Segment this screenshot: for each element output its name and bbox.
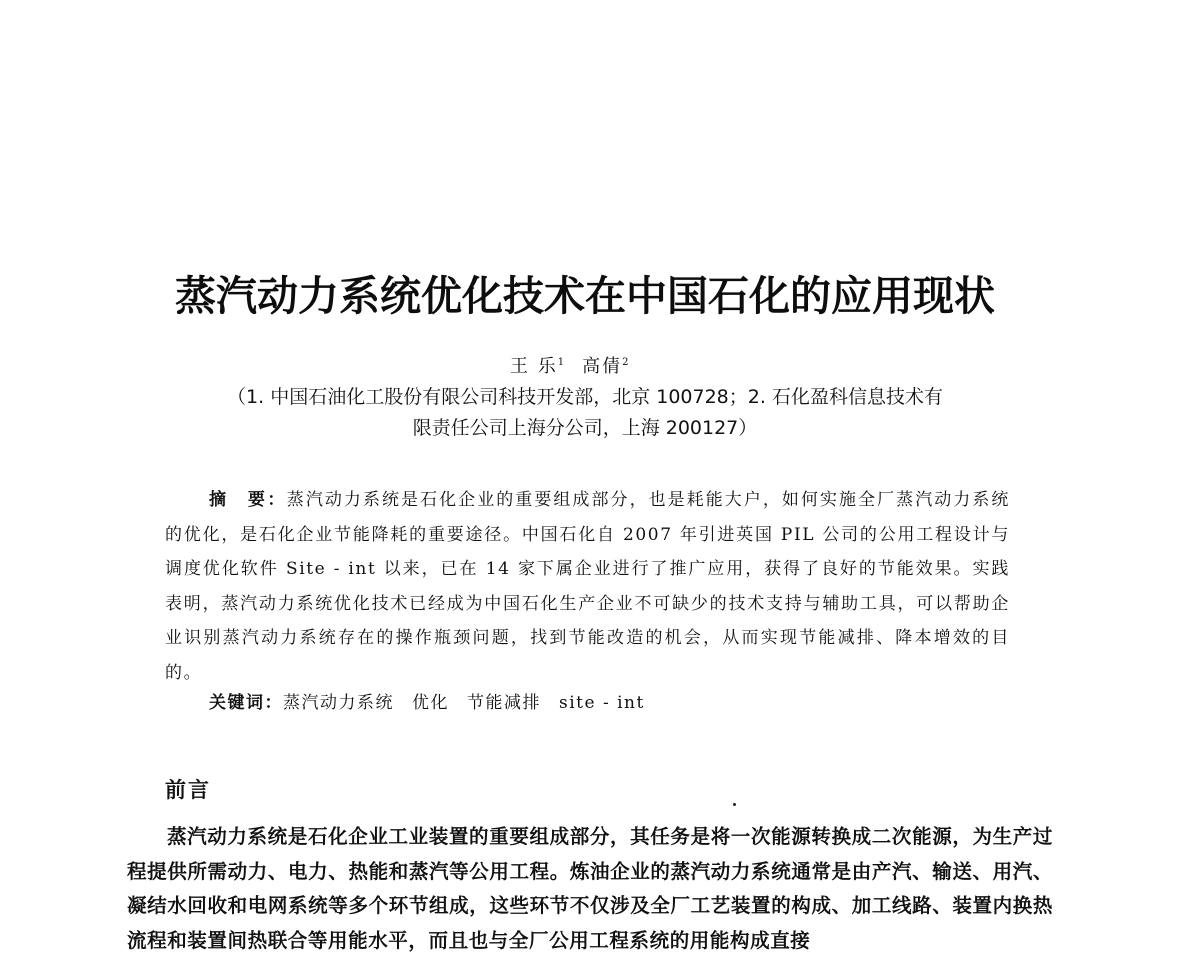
paper-title: 蒸汽动力系统优化技术在中国石化的应用现状 — [175, 272, 995, 320]
keyword-item: site - int — [559, 693, 645, 713]
body-paragraph: 蒸汽动力系统是石化企业工业装置的重要组成部分，其任务是将一次能源转换成二次能源，为生产过程提供所需动力、电力、热能和蒸汽等公用工程。炼油企业的蒸汽动力系统通常是由产汽、输送、用汽、凝结水回收和电网系统等多个环节组成，这些环节不仅涉及全厂工艺装置的构成、加工线路、装置内换热流程和装置间热联合等用能水平，而且也与全厂公用工程系统的用能构成直接 — [127, 825, 1053, 952]
abstract-label: 摘 要： — [209, 490, 287, 510]
author-1-name: 王 乐 — [510, 356, 558, 377]
author-list — [510, 350, 628, 380]
author-2 — [582, 350, 628, 380]
affiliation — [185, 382, 985, 444]
author-1-affiliation-mark: 1 — [557, 357, 565, 368]
author-2-name: 高倩 — [582, 356, 623, 377]
section-heading-preface: 前言 — [165, 778, 211, 802]
affiliation-line-1: （1. 中国石油化工股份有限公司科技开发部，北京 100728；2. 石化盈科信息技术有 — [227, 386, 943, 408]
keywords-label: 关键词： — [209, 693, 283, 713]
affiliation-line-2: 限责任公司上海分公司，上海 200127） — [412, 417, 758, 439]
author-1 — [510, 350, 564, 380]
abstract-paragraph — [165, 483, 1010, 690]
keywords — [209, 688, 663, 718]
scan-dot — [733, 803, 736, 806]
abstract — [165, 483, 1010, 690]
author-2-affiliation-mark: 2 — [622, 357, 629, 368]
keyword-item: 节能减排 — [467, 693, 541, 713]
keyword-item: 优化 — [412, 693, 449, 713]
keyword-item: 蒸汽动力系统 — [283, 693, 394, 713]
abstract-text: 蒸汽动力系统是石化企业的重要组成部分，也是耗能大户，如何实施全厂蒸汽动力系统的优化，是石化企业节能降耗的重要途径。中国石化自 2007 年引进英国 PIL 公司的公用工程设计与调度优化软件 Site - int 以来，已在 14 家下属企业进行了推广应用，获得了良好的节能效果。实践表明，蒸汽动力系统优化技术已经成为中国石化生产企业不可缺少的技术支持与辅助工具，可以帮助企业识别蒸汽动力系统存在的操作瓶颈问题，找到节能改造的机会，从而实现节能减排、降本增效的目的。 — [165, 490, 1010, 683]
